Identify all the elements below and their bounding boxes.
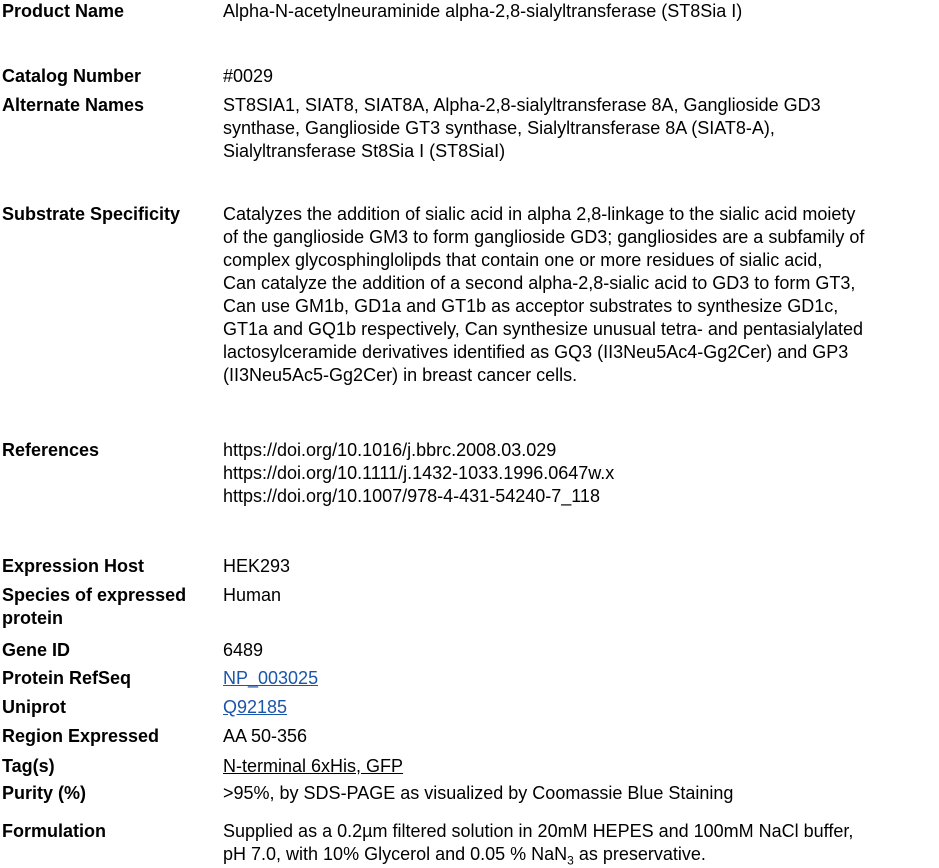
expression-host-label: Expression Host xyxy=(2,556,145,576)
expression-host-value: HEK293 xyxy=(223,556,291,576)
region-expressed-label: Region Expressed xyxy=(2,726,160,746)
formulation-line: Supplied as a 0.2µm filtered solution in 20mM HEPES and 100mM NaCl buffer, xyxy=(223,821,854,841)
product-name-value: Alpha-N-acetylneuraminide alpha-2,8-sialyltransferase (ST8Sia I) xyxy=(223,1,743,21)
substrate-line: of the ganglioside GM3 to form ganglioside GD3; gangliosides are a subfamily of xyxy=(223,227,865,247)
species-value: Human xyxy=(223,585,282,605)
references-label: References xyxy=(2,440,100,460)
catalog-number-label: Catalog Number xyxy=(2,66,142,86)
formulation-line xyxy=(223,843,939,866)
catalog-number-row xyxy=(2,65,939,88)
product-name-label: Product Name xyxy=(2,1,125,21)
formulation-subscript: 3 xyxy=(567,853,574,868)
substrate-line: complex glycosphinglolipds that contain one or more residues of sialic acid, xyxy=(223,250,823,270)
reference-doi: https://doi.org/10.1007/978-4-431-54240-7_118 xyxy=(223,486,600,506)
formulation-row xyxy=(2,820,939,866)
region-expressed-value: AA 50-356 xyxy=(223,726,308,746)
tags-cell xyxy=(223,755,939,778)
uniprot-row xyxy=(2,696,939,719)
species-label xyxy=(2,584,223,630)
expression-host-row xyxy=(2,555,939,578)
references-row xyxy=(2,439,939,508)
protein-refseq-link[interactable]: NP_003025 xyxy=(223,668,319,688)
purity-value: >95%, by SDS-PAGE as visualized by Coomassie Blue Staining xyxy=(223,783,734,803)
uniprot-link[interactable]: Q92185 xyxy=(223,697,288,717)
substrate-line: Can catalyze the addition of a second alpha-2,8-sialic acid to GD3 to form GT3, xyxy=(223,273,856,293)
alternate-names-line: ST8SIA1, SIAT8, SIAT8A, Alpha-2,8-sialyltransferase 8A, Ganglioside GD3 xyxy=(223,95,821,115)
purity-label: Purity (%) xyxy=(2,783,87,803)
substrate-line: (II3Neu5Ac5-Gg2Cer) in breast cancer cells. xyxy=(223,365,578,385)
tags-link[interactable]: N-terminal 6xHis, GFP xyxy=(223,756,404,776)
reference-doi: https://doi.org/10.1016/j.bbrc.2008.03.029 xyxy=(223,440,557,460)
protein-refseq-row xyxy=(2,667,939,690)
formulation-text: pH 7.0, with 10% Glycerol and 0.05 % NaN xyxy=(223,844,568,864)
substrate-specificity-value xyxy=(223,203,939,387)
uniprot-cell xyxy=(223,696,939,719)
species-row xyxy=(2,584,939,630)
substrate-line: Can use GM1b, GD1a and GT1b as acceptor substrates to synthesize GD1c, xyxy=(223,296,839,316)
product-name-row xyxy=(2,0,939,23)
gene-id-label: Gene ID xyxy=(2,640,71,660)
substrate-line: lactosylceramide derivatives identified as GQ3 (II3Neu5Ac4-Gg2Cer) and GP3 xyxy=(223,342,849,362)
protein-refseq-cell xyxy=(223,667,939,690)
substrate-line: Catalyzes the addition of sialic acid in alpha 2,8-linkage to the sialic acid moiety xyxy=(223,204,856,224)
tags-label: Tag(s) xyxy=(2,756,55,776)
catalog-number-value: #0029 xyxy=(223,66,274,86)
formulation-value xyxy=(223,820,939,866)
gene-id-value: 6489 xyxy=(223,640,264,660)
reference-doi: https://doi.org/10.1111/j.1432-1033.1996.0647w.x xyxy=(223,463,615,483)
purity-row xyxy=(2,782,939,805)
formulation-text: as preservative. xyxy=(573,844,706,864)
alternate-names-line: Sialyltransferase St8Sia I (ST8SiaI) xyxy=(223,141,506,161)
protein-refseq-label: Protein RefSeq xyxy=(2,668,132,688)
region-expressed-row xyxy=(2,725,939,748)
alternate-names-value xyxy=(223,94,939,163)
substrate-line: GT1a and GQ1b respectively, Can synthesize unusual tetra- and pentasialylated xyxy=(223,319,864,339)
species-label-line: protein xyxy=(2,608,63,628)
alternate-names-line: synthase, Ganglioside GT3 synthase, Sialyltransferase 8A (SIAT8-A), xyxy=(223,118,775,138)
formulation-label: Formulation xyxy=(2,821,106,841)
substrate-specificity-label: Substrate Specificity xyxy=(2,204,181,224)
references-value xyxy=(223,439,939,508)
alternate-names-row xyxy=(2,94,939,163)
species-label-line: Species of expressed xyxy=(2,585,187,605)
substrate-specificity-row xyxy=(2,203,939,387)
gene-id-row xyxy=(2,639,939,662)
uniprot-label: Uniprot xyxy=(2,697,66,717)
alternate-names-label: Alternate Names xyxy=(2,95,145,115)
tags-row xyxy=(2,755,939,778)
